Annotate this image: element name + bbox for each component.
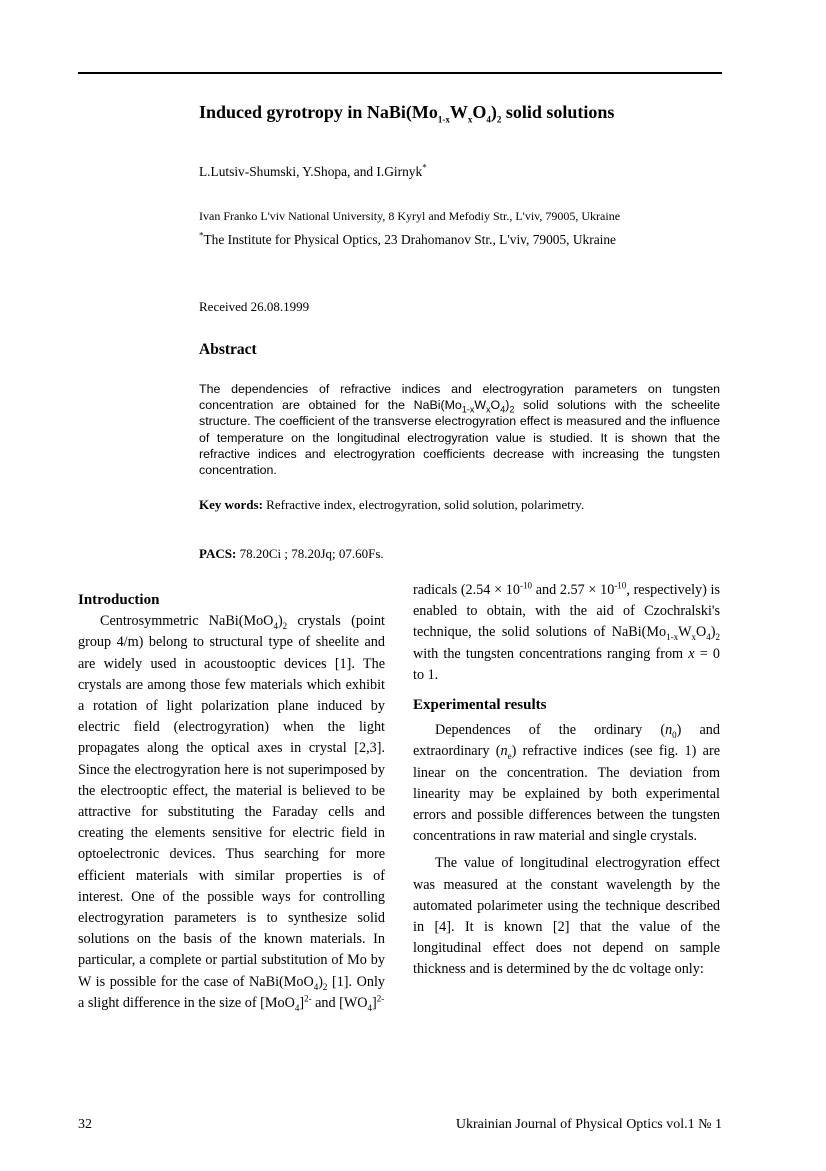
- intro-paragraph: Centrosymmetric $NaBi(MoO_4)_2$ crystals (point group 4/m) belong to structural type of sheelite and are widely used in acoustooptic devices [1]. The crystals are among those few materials which exhibit a rotation of light polarization plane induced by electric field (electrogyration) when the light propagates along the optical axes in crystal [2,3]. Since the electrogyration here is not superimposed by the electrooptic effect, the material is believed to be attractive for substituting the Faraday cells and creating the elements sensitive for electric field in optoelectronic devices. Thus searching for more efficient materials with similar properties is of interest. One of the possible ways for controlling electrogyration parameters is to synthesize solid solutions on the basis of the known materials. In particular, a complete or partial substitution of Mo by W is possible for the case of $NaBi(MoO_4)_2$ [1]. Only a slight difference in the size of $[MoO_4]^{2-}$ and $[WO_4]^{2-}$: [78, 613, 385, 1013]
- journal-name: Ukrainian Journal of Physical Optics vol.1 № 1: [455, 1117, 722, 1132]
- right-column: [413, 580, 720, 981]
- affiliation-2: *The Institute for Physical Optics, 23 Drahomanov Str., L'viv, 79005, Ukraine: [199, 230, 616, 247]
- intro-heading: Introduction: [78, 592, 160, 608]
- experimental-results-heading: Experimental results: [413, 697, 547, 714]
- authors: L.Lutsiv-Shumski, Y.Shopa, and I.Girnyk*: [199, 162, 427, 179]
- received-date: Received 26.08.1999: [199, 299, 310, 314]
- results-paragraph-2: The value of longitudinal electrogyration effect was measured at the constant wavelength by the automated polarimeter using the technique described in [4]. It is known [2] that the value of the longitudinal effect does not depend on sample thickness and is determined by the dc voltage only:: [413, 855, 720, 978]
- pacs-codes: PACS: 78.20Ci ; 78.20Jq; 07.60Fs.: [199, 546, 384, 561]
- left-column: [78, 580, 385, 1014]
- continued-paragraph: radicals ($2.54 \times 10^{-10}$ and $2.57 \times 10^{-10}$, respectively) is enabled to obtain, with the aid of Czochralski's technique, the solid solutions of $NaBi(Mo_{1-x}W_xO_4)_2$ with the tungsten concentrations ranging from x = 0 to 1.: [413, 580, 720, 683]
- results-paragraph-1: Dependences of the ordinary $(n_0)$ and extraordinary $(n_e)$ refractive indices (see fig. 1) are linear on the concentration. The deviation from linearity may be explained by both experimental errors and possible differences between the tungsten concentrations in raw material and single crystals.: [413, 722, 720, 845]
- page-number: 32: [78, 1117, 92, 1132]
- paper-title: Induced gyrotropy in $NaBi(Mo_{1-x}W_xO_4)_2$ solid solutions: [199, 102, 615, 125]
- keywords: Key words: Refractive index, electrogyration, solid solution, polarimetry.: [199, 497, 585, 512]
- header-rule: [78, 72, 722, 74]
- abstract-text: The dependencies of refractive indices and electrogyration parameters on tungsten concentration are obtained for the $NaBi(Mo_{1-x}W_xO_4)_2$ solid solutions with the scheelite structure. The coefficient of the transverse electrogyration effect is measured and the influence of temperature on the longitudinal electrogyration value is studied. It is shown that the refractive indices and electrogyration coefficients decrease with increasing the tungsten concentration.: [199, 382, 721, 478]
- affiliation-1: Ivan Franko L'viv National University, 8 Kyryl and Mefodiy Str., L'viv, 79005, Ukraine: [199, 209, 621, 223]
- abstract-heading: Abstract: [199, 341, 257, 358]
